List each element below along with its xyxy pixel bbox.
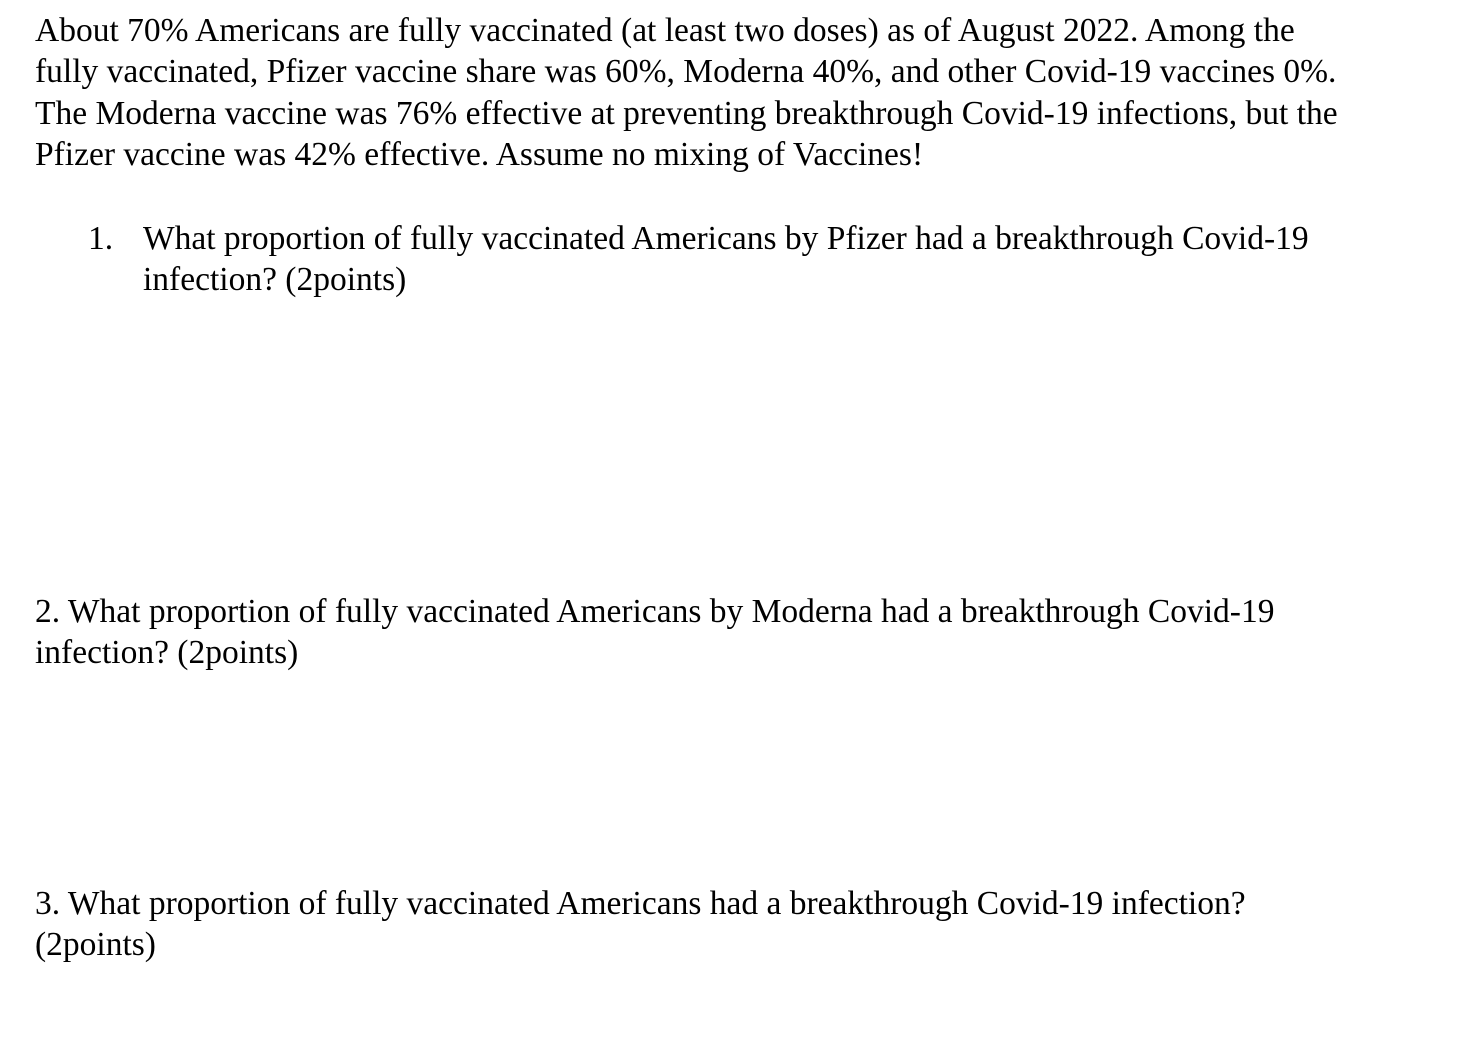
question-2 [35, 591, 1465, 674]
intro-line: fully vaccinated, Pfizer vaccine share was 60%, Moderna 40%, and other Covid-19 vaccines 0%. [35, 53, 1337, 91]
question-line: (2points) [35, 926, 156, 964]
question-text [143, 218, 1468, 301]
intro-line: Pfizer vaccine was 42% effective. Assume no mixing of Vaccines! [35, 135, 924, 173]
intro-line: The Moderna vaccine was 76% effective at preventing breakthrough Covid-19 infections, but the [35, 94, 1338, 132]
question-line: What proportion of fully vaccinated Americans by Pfizer had a breakthrough Covid-19 [143, 220, 1309, 257]
intro-line: About 70% Americans are fully vaccinated (at least two doses) as of August 2022. Among the [35, 12, 1295, 49]
question-number: 1. [88, 220, 114, 257]
question-3 [35, 883, 1465, 966]
question-line: infection? (2points) [35, 634, 299, 672]
question-line: infection? (2points) [143, 261, 407, 299]
intro-paragraph [35, 10, 1465, 175]
question-line: 3. What proportion of fully vaccinated Americans had a breakthrough Covid-19 infection? [35, 885, 1246, 922]
question-line: 2. What proportion of fully vaccinated Americans by Moderna had a breakthrough Covid-19 [35, 593, 1275, 630]
question-1 [88, 218, 1468, 301]
